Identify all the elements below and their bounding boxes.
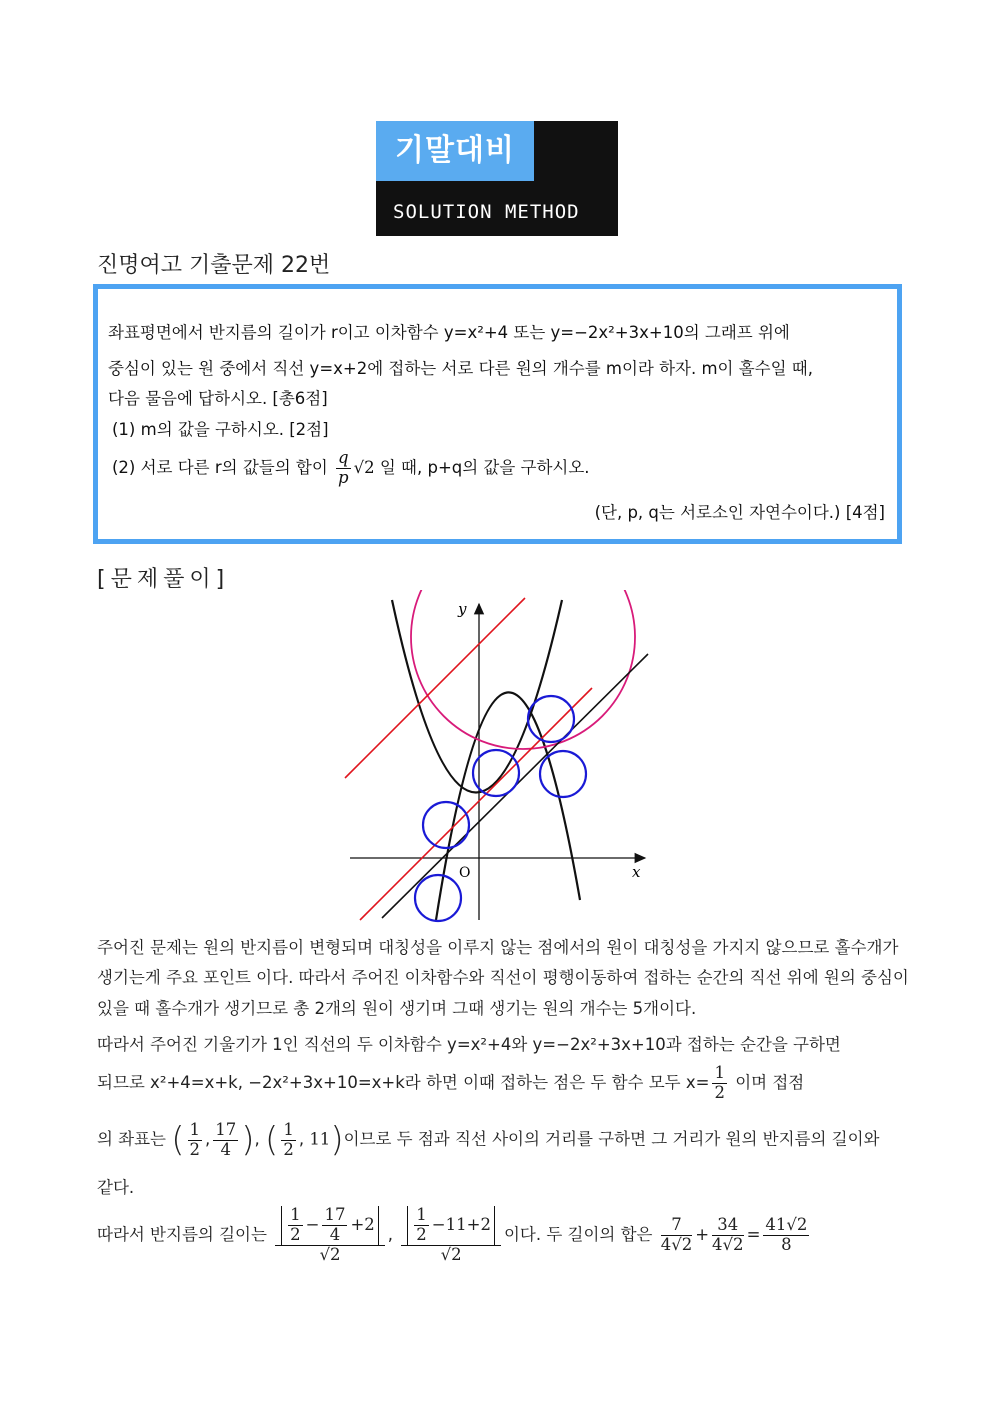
question-2-fraction [336,449,351,488]
radius-2-tail: −11+2 [431,1214,491,1234]
header-badge [376,121,618,236]
solution-para-2-line-2 [97,1064,804,1103]
fraction-numerator: 7 [661,1216,693,1236]
problem-line-1: 좌표평면에서 반지름의 길이가 r이고 이차함수 y=x²+4 또는 y=−2x²+3x+10의 그래프 위에 [108,323,790,342]
final-middle: 이다. 두 길이의 합은 [503,1224,653,1244]
sum-result [763,1216,809,1255]
para-2-line-2-suffix: 이며 접점 [729,1072,805,1092]
fraction-numerator: 41√2 [765,1214,808,1234]
fraction-denominator: 8 [781,1234,792,1254]
fraction-denominator: 4 [329,1224,341,1244]
fraction-numerator: 1 [290,1205,301,1224]
y-axis-label: y [458,600,467,618]
point-2-x [281,1121,296,1160]
fraction-numerator: 1 [189,1119,201,1139]
question-2 [112,449,590,488]
blue-circle [423,802,469,848]
locus-circle [411,590,635,749]
para-3-suffix: 이므로 두 점과 직선 사이의 거리를 구하면 그 거리가 원의 반지름의 길이와 [343,1129,880,1149]
fraction-numerator: 1 [714,1063,725,1082]
fraction-numerator: 1 [283,1119,294,1139]
fraction-numerator: 1 [416,1205,427,1224]
problem-box [93,284,902,544]
radius-1-denominator: √2 [319,1244,341,1264]
sum-term-1 [661,1216,693,1255]
question-2-prefix: (2) 서로 다른 r의 값들의 합이 [112,457,328,477]
fraction-denominator: 2 [290,1224,301,1244]
fraction-denominator: p [338,467,349,487]
solution-para-3-line-2: 같다. [97,1178,135,1197]
blue-circle [540,751,586,797]
point-1-x [188,1121,203,1160]
badge-subtitle: SOLUTION METHOD [393,201,580,223]
question-2-root: √2 [353,457,375,477]
fraction-denominator: 2 [714,1082,725,1102]
problem-line-3: 다음 물음에 답하시오. [총6점] [108,389,328,408]
fraction-denominator: 2 [189,1139,201,1159]
solution-title: [문제풀이] [97,567,230,592]
solution-para-1-line-1: 주어진 문제는 원의 반지름이 변형되며 대칭성을 이루지 않는 점에서의 원이 대칭성을 가지지 않으므로 홀수개가 [97,938,899,957]
fraction-denominator: 2 [416,1224,427,1244]
fraction-numerator: 17 [215,1119,237,1139]
radius-2 [401,1206,501,1265]
problem-line-2: 중심이 있는 원 중에서 직선 y=x+2에 접하는 서로 다른 원의 개수를 m이라 하자. m이 홀수일 때, [108,359,813,378]
solution-para-2-line-1: 따라서 주어진 기울기가 1인 직선의 두 이차함수 y=x²+4와 y=−2x²+3x+10과 접하는 순간을 구하면 [97,1035,841,1054]
question-1: (1) m의 값을 구하시오. [2점] [112,420,329,439]
fraction-denominator: 4 [220,1139,232,1159]
solution-final: 따라서 반지름의 길이는 $\frac{1}{2}$ − $\frac{17}{4}$ +2 √2 , $\frac{1}{2}$ −11+2 √2 이다. 두 길이의 합은 $\frac{7}{4√2}$ + $\frac{34}{4√2}$ = $\frac{41√2}{8}$ [97,1205,808,1264]
solution-para-1-line-2: 생기는게 주요 포인트 이다. 따라서 주어진 이차함수와 직선이 평행이동하여 접하는 순간의 직선 위에 원의 중심이 [97,968,909,987]
question-2-suffix: 일 때, p+q의 값을 구하시오. [379,457,590,477]
point-1-y [213,1121,238,1160]
para-2-line-2-prefix: 되므로 x²+4=x+k, −2x²+3x+10=x+k라 하면 이때 접하는 점은 두 함수 모두 x= [97,1072,710,1092]
fraction-denominator: 4√2 [712,1234,744,1254]
fraction-numerator: 17 [324,1205,346,1224]
origin-label: O [459,865,471,881]
sum-term-2 [712,1216,744,1255]
para-3-prefix: 의 좌표는 [97,1129,167,1149]
fraction-denominator: 4√2 [660,1234,693,1254]
solution-graph [340,590,660,925]
badge-title: 기말대비 [376,121,534,181]
solution-para-3: 의 좌표는 ( $\frac{1}{2}$ , $\frac{17}{4}$ ), ( $\frac{1}{2}$ , 11)이므로 두 점과 직선 사이의 거리를 구하면 그 거리가 원의 반지름의 길이와 [97,1119,880,1160]
final-prefix: 따라서 반지름의 길이는 [97,1224,267,1244]
x-axis-label: x [632,863,641,881]
blue-circle [473,750,519,796]
problem-source: 진명여고 기출문제 22번 [97,253,331,278]
point-2-y: 11 [309,1129,331,1149]
solution-para-1-line-3: 있을 때 홀수개가 생기므로 총 2개의 원이 생기며 그때 생기는 원의 개수는 5개이다. [97,999,697,1018]
fraction-numerator: q [338,448,349,467]
x-half-fraction [712,1064,727,1103]
parallel-line-lower [360,688,592,920]
radius-2-denominator: √2 [440,1244,462,1264]
fraction-denominator: 2 [283,1139,294,1159]
radius-1: $\frac{1}{2}$ − $\frac{17}{4}$ +2 √2 [275,1206,385,1265]
fraction-numerator: 34 [712,1216,744,1236]
problem-note: (단, p, q는 서로소인 자연수이다.) [4점] [594,503,885,522]
radius-1-tail: +2 [350,1214,375,1234]
